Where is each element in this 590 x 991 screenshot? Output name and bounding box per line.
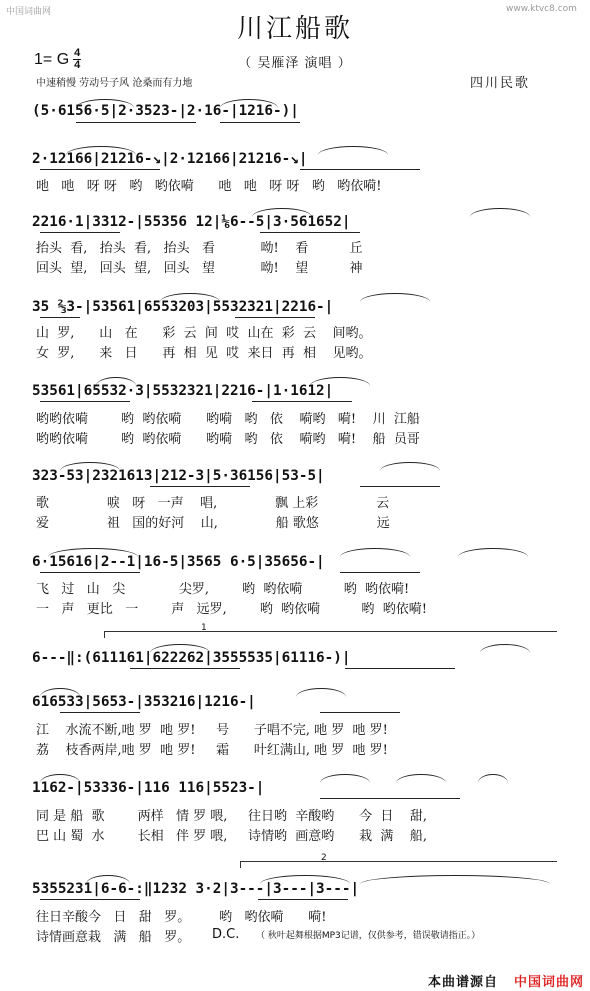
slur xyxy=(310,377,370,386)
notation-line-8: 6---‖:(611161|622262|3555535|61116-)| xyxy=(32,650,351,666)
lyrics-line-7-verse-1: 飞 过 山 尖 尖罗, 哟 哟依嗬 哟 哟依嗬! xyxy=(36,582,410,597)
underline-beam xyxy=(40,899,140,900)
slur xyxy=(296,688,346,697)
slur xyxy=(252,208,312,217)
underline-beam xyxy=(40,572,140,573)
notation-line-4: 35 ⅔3-|53561|6553203|5532321|2216-| xyxy=(32,299,334,315)
underline-beam xyxy=(76,122,196,123)
tempo-marking: 中速稍慢 劳动号子风 沧桑而有力地 xyxy=(36,78,193,89)
transcription-note: （ 秋叶起舞根据MP3记谱，仅供参考，错误敬请指正。） xyxy=(256,931,481,941)
slur xyxy=(60,462,120,471)
volta-number-2: 2 xyxy=(321,853,327,863)
time-bottom: 4 xyxy=(74,59,81,71)
underline-beam xyxy=(258,899,348,900)
genre-label: 四川民歌 xyxy=(470,76,531,91)
underline-beam xyxy=(220,122,300,123)
lyrics-line-9-verse-1: 江 水流不断,吔 罗 吔 罗! 号 子唱不完, 吔 罗 吔 罗! xyxy=(36,723,388,738)
lyrics-line-6-verse-1: 歌 唳 呀 一声 唱, 飘 上彩 云 xyxy=(36,496,390,511)
notation-line-5: 53561|65532·3|5532321|2216-|1·1612| xyxy=(32,383,334,399)
volta-bracket-2 xyxy=(240,853,557,868)
lyrics-line-2-verse-1: 吔 吔 呀 呀 哟 哟依嗬 吔 吔 呀 呀 哟 哟依嗬! xyxy=(36,179,382,194)
watermark-right: www.ktvc8.com xyxy=(506,4,577,14)
song-title: 川江船歌 xyxy=(236,14,353,44)
key-label: 1= G xyxy=(34,50,70,68)
underline-beam xyxy=(345,668,455,669)
slur xyxy=(480,644,530,653)
notation-line-11: 5355231|6-6-:‖1232 3·2|3---|3---|3---| xyxy=(32,881,360,897)
lyrics-line-7-verse-2: 一 声 更比 一 声 远罗, 哟 哟依嗬 哟 哟依嗬! xyxy=(36,602,427,617)
source-site-link[interactable]: 中国词曲网 xyxy=(514,975,585,990)
slur xyxy=(478,774,508,783)
underline-beam xyxy=(40,232,120,233)
slur xyxy=(160,293,220,302)
underline-beam xyxy=(150,486,250,487)
lyrics-line-11-verse-2: 诗情画意栽 满 船 罗。 xyxy=(36,930,191,945)
notation-line-6: 323-53|2321613|212-3|5·36156|53-5| xyxy=(32,468,325,484)
slur xyxy=(318,146,388,155)
notation-line-7: 6·15616|2--1|16-5|3565 6·5|35656-| xyxy=(32,554,325,570)
lyrics-line-4-verse-2: 女 罗, 来 日 再 相 见 哎 来日 再 相 见哟。 xyxy=(36,346,372,361)
notation-line-1: (5·6156·5|2·3523-|2·16-|1216-)| xyxy=(32,103,299,119)
lyrics-line-9-verse-2: 荔 枝香两岸,吔 罗 吔 罗! 霜 叶红满山, 吔 罗 吔 罗! xyxy=(36,743,388,758)
slur xyxy=(360,293,430,302)
slur xyxy=(40,774,80,783)
underline-beam xyxy=(130,668,240,669)
slur xyxy=(86,875,130,884)
notation-line-10: 1162-|53336-|116 116|5523-| xyxy=(32,780,265,796)
underline-beam xyxy=(300,169,420,170)
underline-beam xyxy=(40,169,160,170)
tie xyxy=(360,875,550,884)
notation-line-2: 2·12166|21216-↘|2·12166|21216-↘| xyxy=(32,151,308,167)
slur xyxy=(380,462,440,471)
notation-line-9: 616533|5653-|353216|1216-| xyxy=(32,694,256,710)
singer-credit: （ 吴雁泽 演唱 ） xyxy=(238,56,352,71)
slur xyxy=(320,774,370,783)
lyrics-line-11-verse-1: 往日辛酸今 日 甜 罗。 哟 哟依嗬 嗬! xyxy=(36,910,327,925)
slur xyxy=(66,146,136,155)
underline-beam xyxy=(60,712,140,713)
slur xyxy=(396,774,446,783)
underline-beam xyxy=(320,798,460,799)
slur xyxy=(76,99,134,108)
notation-line-3: 2216·1|3312-|55356 12|⅙6--5|3·561652| xyxy=(32,214,351,230)
dc-marking: D.C. xyxy=(212,927,240,942)
lyrics-line-4-verse-1: 山 罗, 山 在 彩 云 间 哎 山在 彩 云 间哟。 xyxy=(36,326,372,341)
lyrics-line-10-verse-1: 同 是 船 歌 两样 情 罗 喂, 往日哟 辛酸哟 今 日 甜, xyxy=(36,809,428,824)
underline-beam xyxy=(235,317,315,318)
volta-bracket-1 xyxy=(104,623,557,638)
slur xyxy=(96,377,136,386)
underline-beam xyxy=(340,572,420,573)
slur xyxy=(260,875,350,884)
slur xyxy=(48,548,138,557)
lyrics-line-5-verse-2: 哟哟依嗬 哟 哟依嗬 哟嗬 哟 依 嗬哟 嗬! 船 员哥 xyxy=(36,432,420,447)
lyrics-line-3-verse-1: 抬头 看, 抬头 看, 抬头 看 呦! 看 丘 xyxy=(36,241,363,256)
watermark-left: 中国词曲网 xyxy=(6,7,52,17)
underline-beam xyxy=(252,401,352,402)
underline-beam xyxy=(40,401,130,402)
slur xyxy=(458,548,528,557)
slur xyxy=(40,688,80,697)
volta-number-1: 1 xyxy=(201,623,207,633)
lyrics-line-10-verse-2: 巴 山 蜀 水 长相 伴 罗 喂, 诗情哟 画意哟 栽 满 船, xyxy=(36,829,428,844)
slur xyxy=(150,644,210,653)
slur xyxy=(220,99,278,108)
underline-beam xyxy=(40,317,80,318)
time-top: 4 xyxy=(74,47,81,59)
slur xyxy=(470,208,530,217)
lyrics-line-5-verse-1: 哟哟依嗬 哟 哟依嗬 哟嗬 哟 依 嗬哟 嗬! 川 江船 xyxy=(36,412,420,427)
slur xyxy=(340,548,410,557)
underline-beam xyxy=(260,232,360,233)
lyrics-line-3-verse-2: 回头 望, 回头 望, 回头 望 呦! 望 神 xyxy=(36,261,363,276)
source-label: 本曲谱源自 xyxy=(428,975,499,990)
underline-beam xyxy=(320,712,400,713)
underline-beam xyxy=(360,486,440,487)
lyrics-line-6-verse-2: 爱 祖 国的好河 山, 船 歌悠 远 xyxy=(36,516,390,531)
